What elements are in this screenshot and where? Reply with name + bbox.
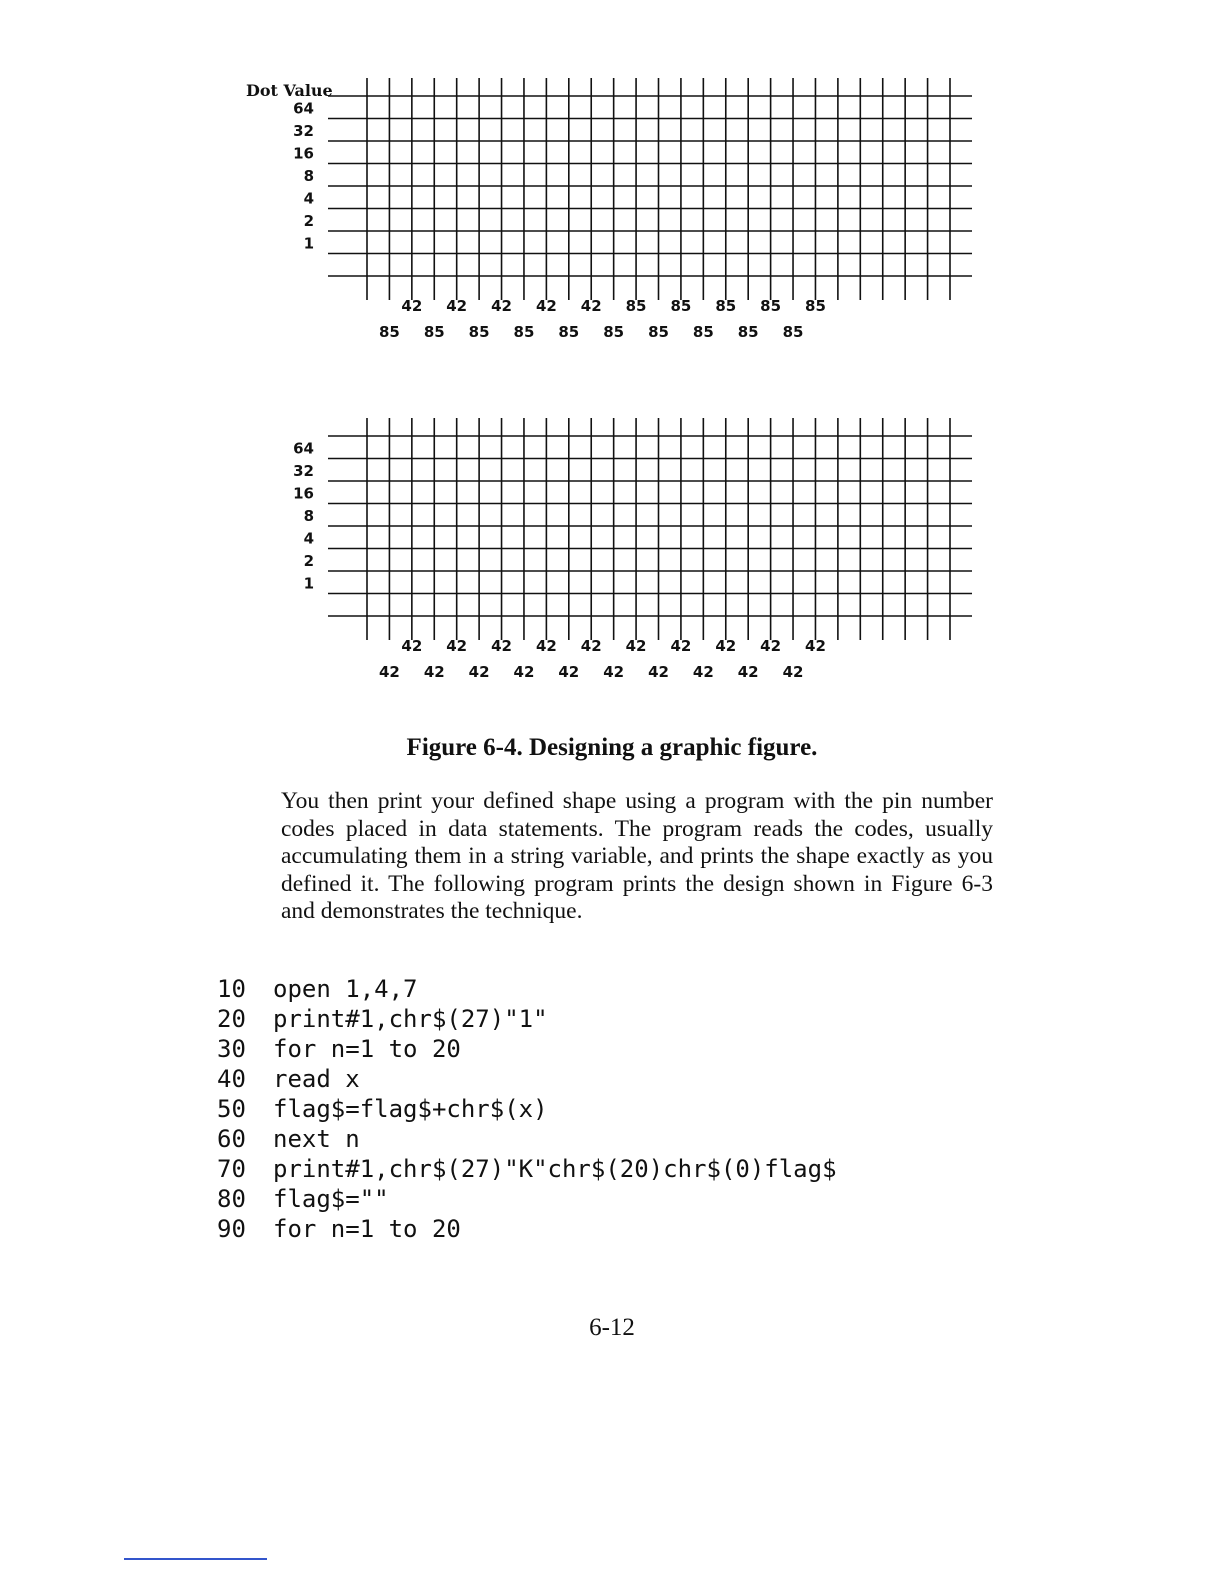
column-code-lower: 85 <box>558 323 580 341</box>
column-code-upper: 85 <box>760 297 782 315</box>
column-code-lower: 85 <box>378 323 400 341</box>
code-line <box>217 1034 837 1064</box>
column-code-lower: 85 <box>423 323 445 341</box>
body-paragraph: You then print your defined shape using a program with the pin number codes placed in data statements. The program reads the codes, usually accumulating them in a string variable, and prints the shape exactly as you defined it. The following program prints the design shown in Figure 6-3 and demonstrates the technique. <box>281 788 993 924</box>
dot-value-8: 8 <box>303 167 314 185</box>
dot-value-4: 4 <box>303 189 314 208</box>
column-code-upper: 42 <box>580 297 602 315</box>
line-number: 20 <box>217 1005 246 1033</box>
column-code-upper: 42 <box>580 637 602 655</box>
code-text: for n=1 to 20 <box>273 1215 461 1243</box>
column-code-upper: 42 <box>491 297 512 315</box>
dot-value-64: 64 <box>293 439 314 458</box>
column-code-lower: 85 <box>648 323 669 341</box>
column-code-lower: 42 <box>692 663 714 681</box>
column-code-upper: 42 <box>715 637 737 655</box>
column-code-lower: 42 <box>603 663 625 681</box>
code-text: read x <box>273 1065 360 1093</box>
column-code-lower: 42 <box>468 663 490 681</box>
program-listing <box>217 974 837 1244</box>
code-text: flag$=flag$+chr$(x) <box>273 1095 548 1123</box>
dot-value-8: 8 <box>303 507 314 525</box>
dot-value-32: 32 <box>293 122 314 140</box>
column-code-upper: 42 <box>535 637 557 655</box>
column-code-upper: 42 <box>535 297 557 315</box>
column-code-upper: 42 <box>760 637 782 655</box>
column-code-lower: 42 <box>558 663 580 681</box>
column-code-lower: 42 <box>423 663 445 681</box>
dot-value-2: 2 <box>303 212 314 230</box>
column-code-upper: 42 <box>446 297 468 315</box>
column-code-upper: 85 <box>715 297 737 315</box>
code-text: print#1,chr$(27)"1" <box>273 1005 548 1033</box>
figure-caption: Figure 6-4. Designing a graphic figure. <box>406 734 818 761</box>
column-code-upper: 42 <box>401 637 423 655</box>
dot-value-1: 1 <box>303 234 314 253</box>
code-text: print#1,chr$(27)"K"chr$(20)chr$(0)flag$ <box>273 1155 837 1183</box>
code-text: open 1,4,7 <box>273 975 418 1003</box>
line-number: 10 <box>217 975 246 1003</box>
column-code-lower: 42 <box>782 663 804 681</box>
column-code-upper: 42 <box>670 637 692 655</box>
column-code-lower: 85 <box>692 323 714 341</box>
line-number: 30 <box>217 1035 246 1063</box>
dot-value-2: 2 <box>303 552 314 570</box>
code-text: next n <box>273 1125 360 1153</box>
dot-value-label: Dot Value <box>246 81 333 100</box>
code-line <box>217 1004 837 1034</box>
column-code-upper: 42 <box>491 637 512 655</box>
code-line <box>217 1124 837 1154</box>
dot-value-16: 16 <box>293 144 314 163</box>
code-line <box>217 1154 837 1184</box>
column-code-upper: 42 <box>625 637 647 655</box>
column-code-lower: 85 <box>513 323 535 341</box>
column-code-lower: 85 <box>737 323 759 341</box>
dot-grid-1 <box>0 60 1224 360</box>
page-number: 6-12 <box>589 1314 635 1341</box>
column-code-upper: 42 <box>805 637 826 655</box>
column-code-lower: 85 <box>468 323 490 341</box>
line-number: 70 <box>217 1155 246 1183</box>
column-code-lower: 42 <box>737 663 759 681</box>
column-code-lower: 42 <box>513 663 535 681</box>
column-code-lower: 42 <box>648 663 669 681</box>
code-line <box>217 1214 837 1244</box>
column-code-upper: 42 <box>401 297 423 315</box>
code-line <box>217 1064 837 1094</box>
code-text: for n=1 to 20 <box>273 1035 461 1063</box>
dot-value-16: 16 <box>293 484 314 503</box>
column-code-lower: 85 <box>603 323 625 341</box>
footer-rule <box>124 1558 267 1560</box>
line-number: 80 <box>217 1185 246 1213</box>
code-text: flag$="" <box>273 1185 389 1213</box>
column-code-upper: 42 <box>446 637 468 655</box>
code-line <box>217 974 837 1004</box>
dot-value-64: 64 <box>293 99 314 118</box>
line-number: 50 <box>217 1095 246 1123</box>
dot-value-32: 32 <box>293 462 314 480</box>
code-line <box>217 1184 837 1214</box>
line-number: 60 <box>217 1125 246 1153</box>
column-code-lower: 42 <box>378 663 400 681</box>
dot-value-1: 1 <box>303 574 314 593</box>
line-number: 40 <box>217 1065 246 1093</box>
column-code-upper: 85 <box>805 297 826 315</box>
column-code-upper: 85 <box>670 297 692 315</box>
code-line <box>217 1094 837 1124</box>
line-number: 90 <box>217 1215 246 1243</box>
column-code-upper: 85 <box>625 297 647 315</box>
column-code-lower: 85 <box>782 323 804 341</box>
dot-grid-2 <box>0 400 1224 700</box>
dot-value-4: 4 <box>303 529 314 548</box>
